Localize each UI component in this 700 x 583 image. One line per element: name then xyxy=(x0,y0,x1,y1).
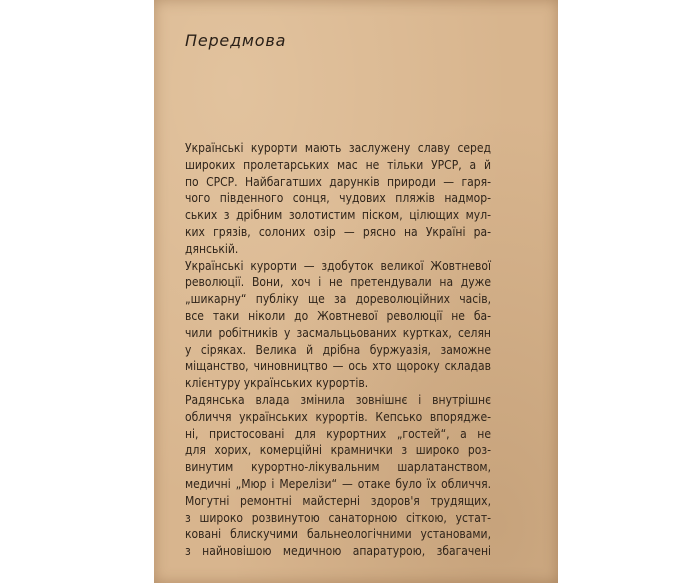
text-line: широких пролетарських мас не тільки УРСР, а й xyxy=(185,157,491,172)
text-line: обличчя українських курортів. Кепсько впорядже- xyxy=(185,409,491,424)
text-line: Українські курорти — здобуток великої Жовтневої xyxy=(185,258,491,273)
text-line: Українські курорти мають заслужену славу серед xyxy=(185,141,491,155)
text-line: медичні „Мюр і Мерелізи“ — отаке було їх обличчя. xyxy=(185,476,491,491)
text-line: Могутні ремонтні майстерні здоров'я трудящих, xyxy=(185,493,491,508)
page-heading: Передмова xyxy=(185,31,287,50)
text-line: ських з дрібним золотистим піском, цілющих мул- xyxy=(185,208,491,223)
text-line: клієнтуру українських курортів. xyxy=(185,376,369,391)
text-line: винутим курортно-лікувальним шарлатанством, xyxy=(185,460,491,475)
book-page xyxy=(154,0,558,583)
text-line: з найновішою медичною апаратурою, збагачені xyxy=(185,544,491,559)
text-line: по СРСР. Найбагатших дарунків природи — гаря- xyxy=(185,174,491,189)
text-line: у сіряках. Велика й дрібна буржуазія, заможне xyxy=(185,342,491,357)
text-line: „шикарну“ публіку ще за дореволюційних часів, xyxy=(185,292,491,307)
text-line: чого південного сонця, чудових пляжів надмор- xyxy=(185,191,491,206)
body-text xyxy=(185,140,491,560)
text-line: Радянська влада змінила зовнішнє і внутрішнє xyxy=(185,392,491,407)
text-line: революції. Вони, хоч і не претендували на дуже xyxy=(185,275,491,290)
text-line: чили робітників у засмальцьованих куртках, селян xyxy=(185,325,491,340)
text-line: для хорих, комерційні крамнички з широко роз- xyxy=(185,443,491,458)
text-line: все таки ніколи до Жовтневої революції не ба- xyxy=(185,308,491,323)
text-line: міщанство, чиновництво — ось хто щороку складав xyxy=(185,359,491,374)
text-line: ні, пристосовані для курортних „гостей“, а не xyxy=(185,426,491,441)
text-line: ковані блискучими бальнеологічними установами, xyxy=(185,527,491,542)
text-line: дянській. xyxy=(185,241,239,256)
text-line: ких грязів, солоних озір — рясно на Україні ра- xyxy=(185,224,491,239)
text-line: з широко розвинутою санаторною сіткою, устат- xyxy=(185,510,491,525)
